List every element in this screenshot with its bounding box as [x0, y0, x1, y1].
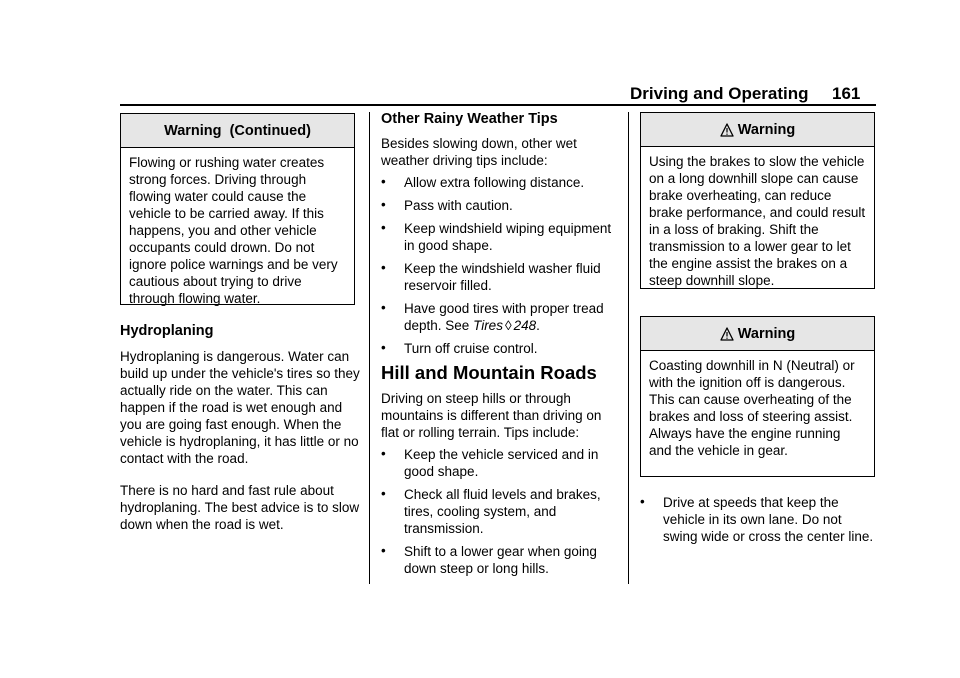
warning-title	[121, 114, 354, 148]
rainy-weather-intro: Besides slowing down, other wet weather driving tips include:	[381, 136, 577, 168]
list-item	[381, 220, 619, 254]
list-item	[381, 197, 619, 214]
header-rule	[120, 104, 876, 106]
list-item	[640, 494, 876, 545]
list-item-text: Keep windshield wiping equipment in good shape.	[404, 221, 612, 253]
warning-title-text: Warning	[737, 325, 796, 342]
warning-triangle-icon	[720, 327, 734, 341]
hydroplaning-advice-paragraph: There is no hard and fast rule about hydroplaning. The best advice is to slow down when the road is wet.	[120, 483, 360, 532]
bullet: •	[381, 340, 386, 355]
list-item	[381, 446, 619, 480]
warning-box-continued	[120, 113, 355, 305]
list-item-text: Shift to a lower gear when going down steep or long hills.	[404, 544, 597, 576]
list-item-text: Allow extra following distance.	[404, 175, 585, 190]
list-item-text: Turn off cruise control.	[404, 341, 538, 356]
bullet: •	[381, 197, 386, 212]
page-number: 161	[832, 84, 861, 103]
warning-body: Coasting downhill in N (Neutral) or with the ignition off is dangerous. This can cause overheating of the brakes and loss of steering assist. Always have the engine running and the vehicle in gear.	[649, 358, 855, 458]
column-divider	[628, 112, 629, 584]
bullet: •	[381, 220, 386, 235]
section-title: Driving and Operating	[630, 84, 809, 103]
warning-box-coasting	[640, 316, 875, 477]
hydroplaning-heading: Hydroplaning	[120, 323, 214, 339]
rainy-tips-list	[381, 174, 619, 363]
list-item	[381, 260, 619, 294]
page-ref-icon: ◊	[504, 318, 512, 333]
list-item-text: Pass with caution.	[404, 198, 513, 213]
warning-triangle-icon	[720, 123, 734, 137]
list-item-text: Drive at speeds that keep the vehicle in its own lane. Do not swing wide or cross the center line.	[663, 495, 874, 544]
rainy-weather-heading: Other Rainy Weather Tips	[381, 111, 558, 127]
warning-body: Flowing or rushing water creates strong forces. Driving through flowing water could cause the vehicle to be carried away. If this happens, you and other vehicle occupants could drown. Do not ignore police warnings and be very cautious about trying to drive through flowing water.	[129, 155, 338, 306]
hill-mountain-intro: Driving on steep hills or through mountains is different than driving on flat or rolling terrain. Tips include:	[381, 391, 602, 440]
bullet: •	[381, 174, 386, 189]
list-item	[381, 340, 619, 357]
list-item	[381, 174, 619, 191]
list-item-text: Keep the windshield washer fluid reservoir filled.	[404, 261, 601, 293]
list-item-text: Have good tires with proper tread depth. See	[404, 301, 604, 333]
hill-tips-list	[381, 446, 619, 583]
warning-box-brakes	[640, 112, 875, 289]
tires-reference-link[interactable]: Tires	[473, 318, 503, 333]
sentence-end: .	[536, 318, 540, 333]
bullet: •	[381, 543, 386, 558]
bullet: •	[640, 494, 645, 509]
list-item-text: Keep the vehicle serviced and in good shape.	[404, 447, 599, 479]
list-item	[381, 486, 619, 537]
bullet: •	[381, 260, 386, 275]
warning-title-text: Warning (Continued)	[164, 122, 311, 139]
list-item	[381, 300, 619, 334]
tires-reference-page[interactable]: 248	[513, 318, 537, 333]
bullet: •	[381, 300, 386, 315]
warning-title-text: Warning	[737, 121, 796, 138]
bullet: •	[381, 446, 386, 461]
hydroplaning-paragraph: Hydroplaning is dangerous. Water can build up under the vehicle's tires so they actually ride on the water. This can happen if the road is wet enough and you are going fast enough. When the vehicle is hydroplaning, it has little or no contact with the road.	[120, 349, 360, 466]
warning-title	[641, 317, 874, 351]
warning-body: Using the brakes to slow the vehicle on a long downhill slope can cause brake overheating, can reduce brake performance, and could result in a loss of braking. Shift the transmission to a lower gear to let the engine assist the brakes on a steep downhill slope.	[649, 154, 866, 288]
warning-title	[641, 113, 874, 147]
bullet: •	[381, 486, 386, 501]
column-divider	[369, 112, 370, 584]
list-item-text: Check all fluid levels and brakes, tires, cooling system, and transmission.	[404, 487, 601, 536]
hill-mountain-heading: Hill and Mountain Roads	[381, 362, 597, 383]
list-item	[381, 543, 619, 577]
final-tip-list	[640, 494, 876, 551]
